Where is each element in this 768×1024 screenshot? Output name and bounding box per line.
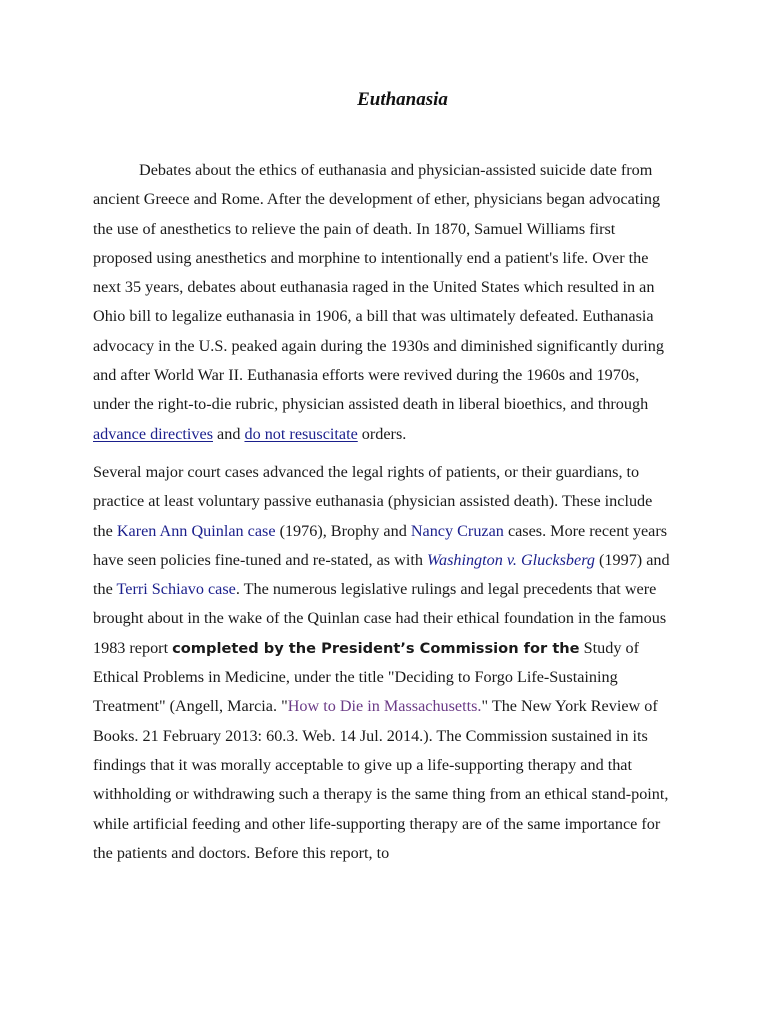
paragraph-text: Several major court cases advanced the legal rights of patients, or their guardians, to practice at least voluntary passive euthanasia (physician assisted death). These include the: [93, 462, 653, 540]
link-karen-ann-quinlan-case[interactable]: Karen Ann Quinlan case: [116, 521, 276, 540]
bold-phrase: completed by the President’s Commission for the: [172, 639, 580, 657]
document-page: [93, 86, 675, 868]
paragraph-text: " The New York Review of Books. 21 February 2013: 60.3. Web. 14 Jul. 2014.). The Commission sustained in its findings that it was morally acceptable to give up a life-supporting therapy and that withholding or withdrawing such a therapy is the same thing from an ethical stand-point, while artificial feeding and other life-supporting therapy are of the same importance for the patients and doctors. Before this report, to: [93, 697, 669, 862]
paragraph-text: (1997) and the: [93, 550, 670, 599]
paragraph-text: (1976), Brophy and: [275, 521, 411, 540]
paragraph-text: cases. More recent years have seen policies fine-tuned and re-stated, as with: [93, 521, 668, 569]
paragraph-text: Study of Ethical Problems in Medicine, under the title "Deciding to Forgo Life-Sustaining Treatment" (Angell, Marcia. ": [93, 638, 639, 716]
document-title: Euthanasia: [357, 89, 448, 110]
link-how-to-die-in-massachusetts[interactable]: How to Die in Massachusetts.: [287, 697, 482, 716]
link-washington-v-glucksberg[interactable]: Washington v. Glucksberg: [426, 550, 595, 569]
link-terri-schiavo-case[interactable]: Terri Schiavo case: [116, 580, 236, 599]
paragraph-court-cases: [93, 458, 675, 868]
link-nancy-cruzan[interactable]: Nancy Cruzan: [410, 521, 504, 540]
link-advance-directives[interactable]: advance directives: [93, 424, 213, 443]
paragraph-text: Debates about the ethics of euthanasia and physician-assisted suicide date from ancient Greece and Rome. After the development of ether, physicians began advocating the use of anesthetics to relieve the pain of death. In 1870, Samuel Williams first proposed using anesthetics and morphine to intentionally end a patient's life. Over the next 35 years, debates about euthanasia raged in the United States which resulted in an Ohio bill to legalize euthanasia in 1906, a bill that was ultimately defeated. Euthanasia advocacy in the U.S. peaked again during the 1930s and diminished significantly during and after World War II. Euthanasia efforts were revived during the 1960s and 1970s, under the right-to-die rubric, physician assisted death in liberal bioethics, and through: [93, 161, 664, 414]
paragraph-text: orders.: [357, 424, 407, 443]
paragraph-text: . The numerous legislative rulings and legal precedents that were brought about in the wake of the Quinlan case had their ethical foundation in the famous 1983 report: [93, 580, 667, 657]
paragraph-history: [93, 156, 675, 449]
paragraph-text: and: [213, 424, 245, 443]
link-do-not-resuscitate[interactable]: do not resuscitate: [244, 424, 358, 443]
